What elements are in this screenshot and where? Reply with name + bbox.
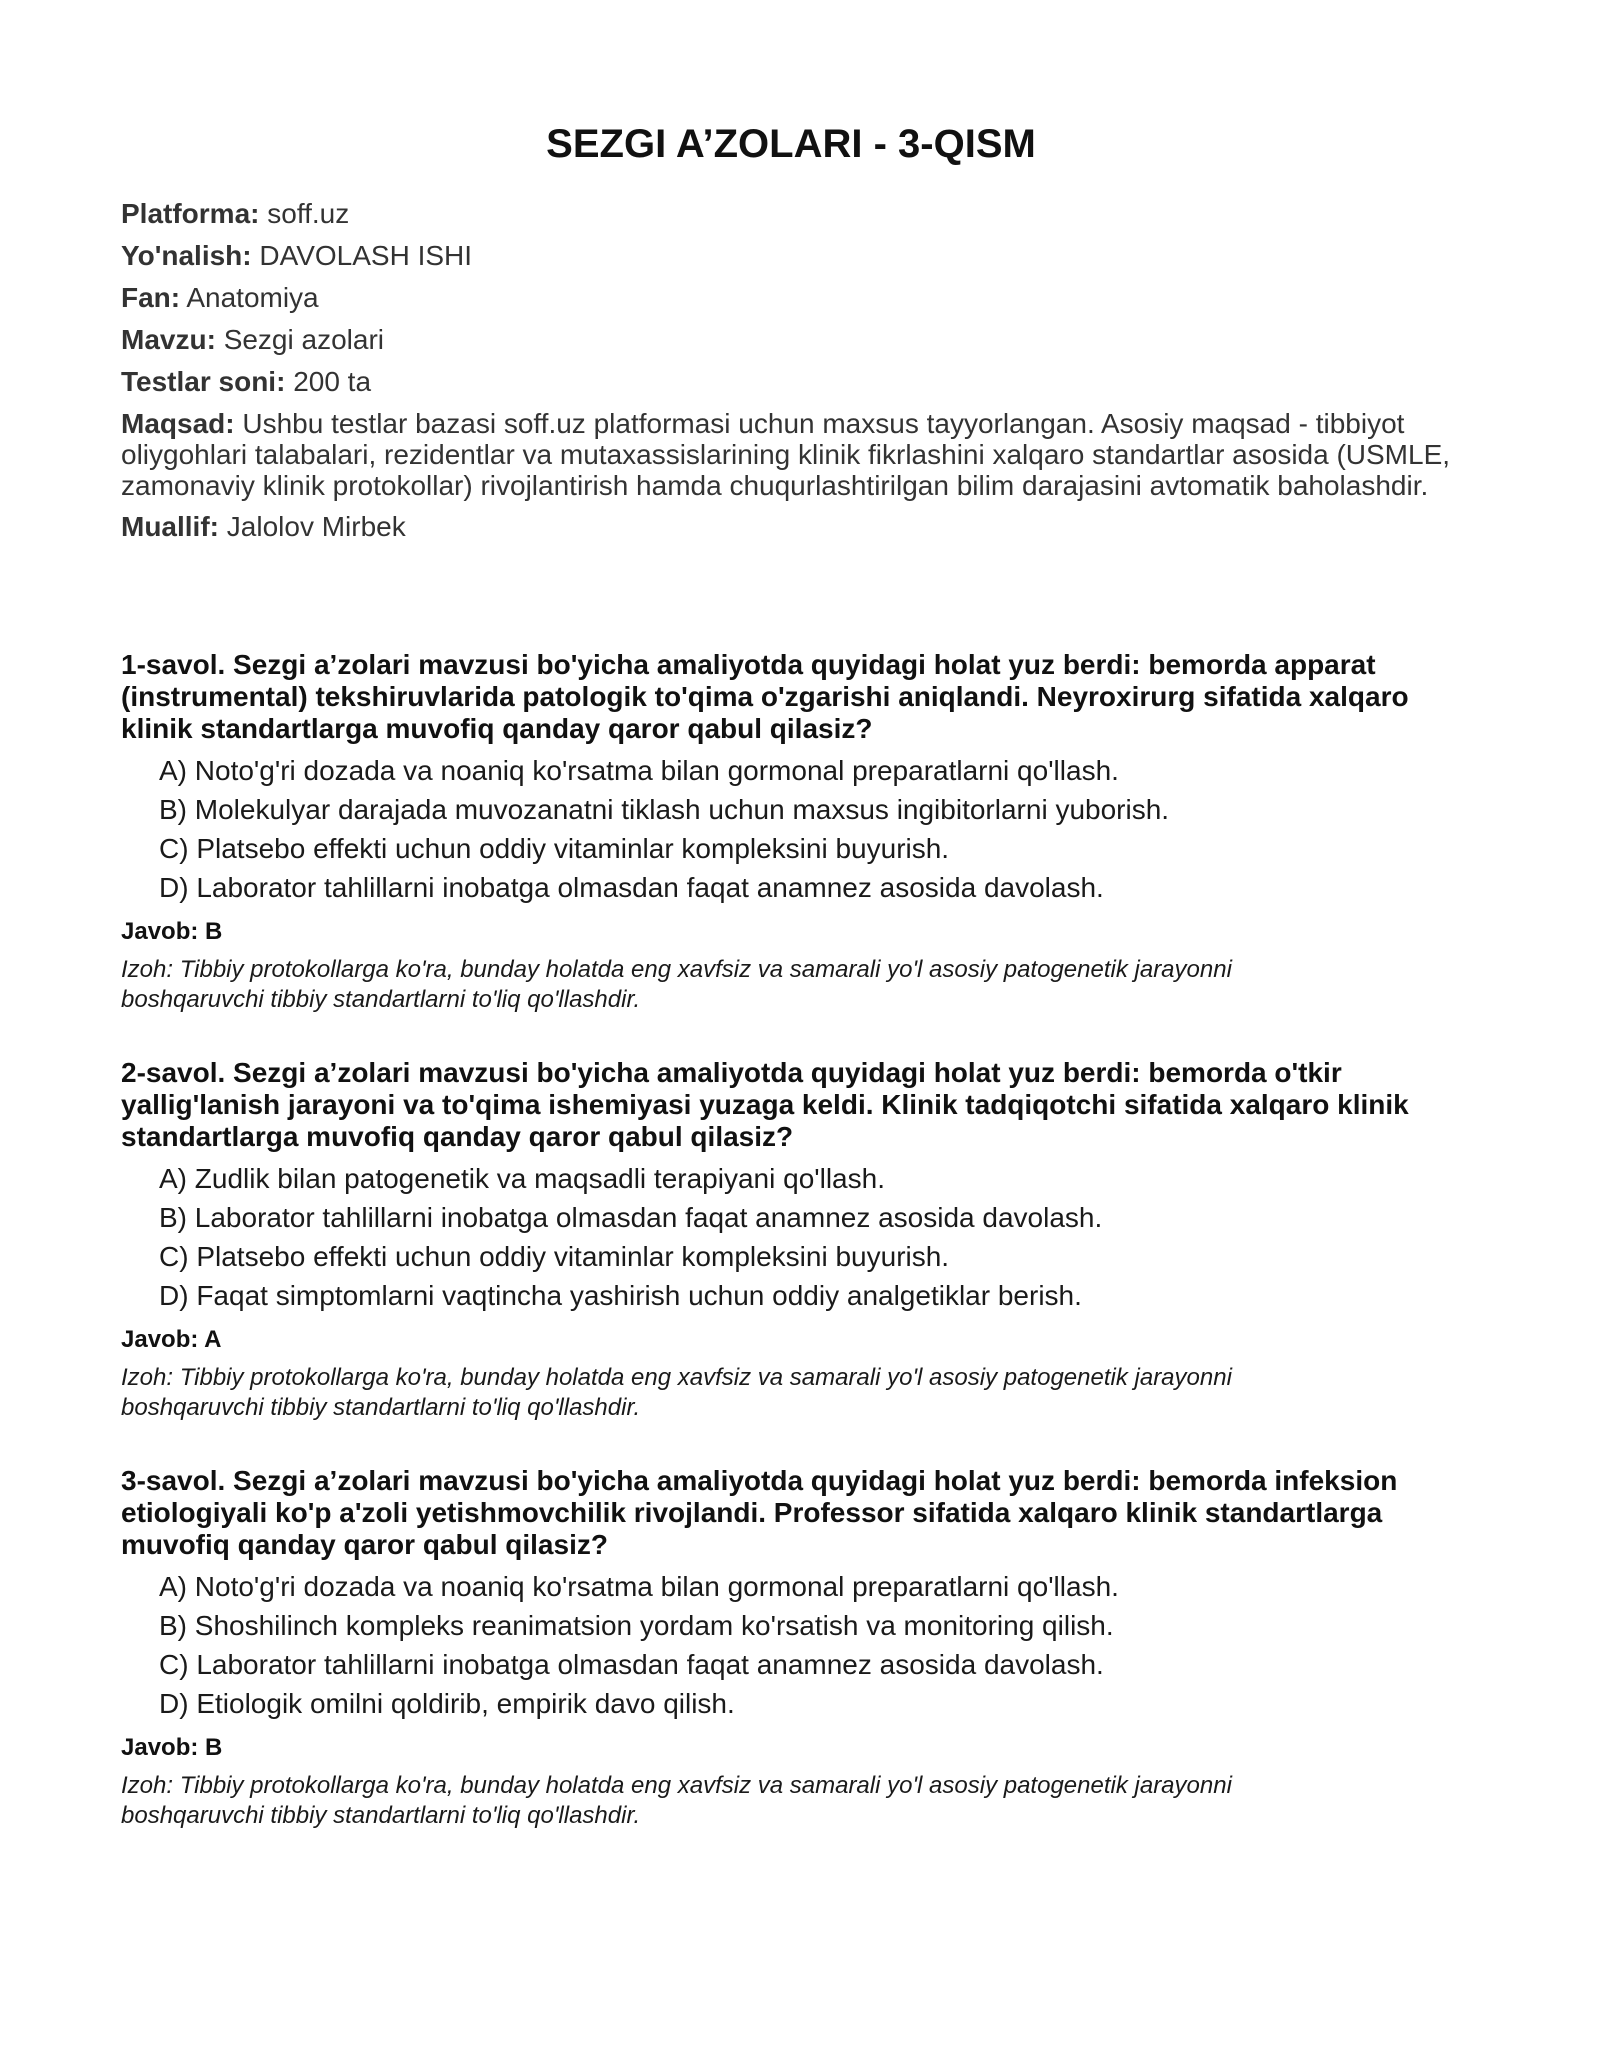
question-2 xyxy=(121,1057,1461,1423)
option-c: C) Laborator tahlillarni inobatga olmasdan faqat anamnez asosida davolash. xyxy=(159,1649,1104,1680)
meta-key: Yo'nalish: xyxy=(121,240,252,271)
meta-subject xyxy=(121,282,1461,314)
explanation-note: Izoh: Tibbiy protokollarga ko'ra, bunday holatda eng xavfsiz va samarali yo'l asosiy patogenetik jarayonni boshqaruvchi tibbiy standartlarni to'liq qo'llashdir. xyxy=(121,1772,1232,1829)
option-d: D) Laborator tahlillarni inobatga olmasdan faqat anamnez asosida davolash. xyxy=(159,872,1104,903)
meta-author xyxy=(121,511,1461,543)
option-d: D) Faqat simptomlarni vaqtincha yashirish uchun oddiy analgetiklar berish. xyxy=(159,1280,1082,1311)
meta-direction xyxy=(121,240,1461,272)
meta-purpose xyxy=(121,408,1461,501)
meta-value: DAVOLASH ISHI xyxy=(259,240,473,271)
answer-label: Javob: B xyxy=(121,1734,223,1761)
question-1 xyxy=(121,649,1461,1015)
option-b: B) Laborator tahlillarni inobatga olmasdan faqat anamnez asosida davolash. xyxy=(159,1202,1103,1233)
question-text: 3-savol. Sezgi a’zolari mavzusi bo'yicha amaliyotda quyidagi holat yuz berdi: bemorda infeksion etiologiyali ko'p a'zoli yetishmovchilik rivojlandi. Professor sifatida xalqaro klinik standartlarga muvofiq qanday qaror qabul qilasiz? xyxy=(121,1465,1398,1560)
option-c: C) Platsebo effekti uchun oddiy vitaminlar kompleksini buyurish. xyxy=(159,833,950,864)
question-text: 2-savol. Sezgi a’zolari mavzusi bo'yicha amaliyotda quyidagi holat yuz berdi: bemorda o'tkir yallig'lanish jarayoni va to'qima ishemiyasi yuzaga keldi. Klinik tadqiqotchi sifatida xalqaro klinik standartlarga muvofiq qanday qaror qabul qilasiz? xyxy=(121,1057,1409,1152)
meta-value: Jalolov Mirbek xyxy=(226,511,406,542)
answer-label: Javob: B xyxy=(121,918,223,945)
option-b: B) Shoshilinch kompleks reanimatsion yordam ko'rsatish va monitoring qilish. xyxy=(159,1610,1114,1641)
meta-key: Platforma: xyxy=(121,198,260,229)
options-list xyxy=(159,1567,1461,1723)
meta-platform xyxy=(121,198,1461,230)
option-b: B) Molekulyar darajada muvozanatni tiklash uchun maxsus ingibitorlarni yuborish. xyxy=(159,794,1170,825)
meta-value: Sezgi azolari xyxy=(223,324,384,355)
section-spacer xyxy=(121,553,1461,649)
meta-test-count xyxy=(121,366,1461,398)
answer-label: Javob: A xyxy=(121,1326,222,1353)
meta-key: Testlar soni: xyxy=(121,366,286,397)
question-3 xyxy=(121,1465,1461,1831)
meta-value: 200 ta xyxy=(293,366,372,397)
meta-key: Mavzu: xyxy=(121,324,216,355)
meta-key: Maqsad: xyxy=(121,408,235,439)
option-d: D) Etiologik omilni qoldirib, empirik davo qilish. xyxy=(159,1688,735,1719)
document-page xyxy=(121,118,1461,1873)
question-text: 1-savol. Sezgi a’zolari mavzusi bo'yicha amaliyotda quyidagi holat yuz berdi: bemorda apparat (instrumental) tekshiruvlarida patologik to'qima o'zgarishi aniqlandi. Neyroxirurg sifatida xalqaro klinik standartlarga muvofiq qanday qaror qabul qilasiz? xyxy=(121,649,1409,744)
explanation-note: Izoh: Tibbiy protokollarga ko'ra, bunday holatda eng xavfsiz va samarali yo'l asosiy patogenetik jarayonni boshqaruvchi tibbiy standartlarni to'liq qo'llashdir. xyxy=(121,1364,1232,1421)
options-list xyxy=(159,751,1461,907)
meta-key: Fan: xyxy=(121,282,181,313)
meta-topic xyxy=(121,324,1461,356)
meta-value: Ushbu testlar bazasi soff.uz platformasi uchun maxsus tayyorlangan. Asosiy maqsad - tibbiyot oliygohlari talabalari, rezidentlar va mutaxassislarining klinik fikrlashini xalqaro standartlar asosida (USMLE, zamonaviy klinik protokollar) rivojlantirish hamda chuqurlashtirilgan bilim darajasini avtomatik baholashdir. xyxy=(121,408,1451,501)
option-a: A) Zudlik bilan patogenetik va maqsadli terapiyani qo'llash. xyxy=(159,1163,885,1194)
document-title: SEZGI A’ZOLARI - 3-QISM xyxy=(546,122,1036,166)
explanation-note: Izoh: Tibbiy protokollarga ko'ra, bunday holatda eng xavfsiz va samarali yo'l asosiy patogenetik jarayonni boshqaruvchi tibbiy standartlarni to'liq qo'llashdir. xyxy=(121,956,1232,1013)
option-c: C) Platsebo effekti uchun oddiy vitaminlar kompleksini buyurish. xyxy=(159,1241,950,1272)
option-a: A) Noto'g'ri dozada va noaniq ko'rsatma bilan gormonal preparatlarni qo'llash. xyxy=(159,755,1119,786)
meta-value: Anatomiya xyxy=(186,282,319,313)
meta-value: soff.uz xyxy=(267,198,350,229)
meta-key: Muallif: xyxy=(121,511,219,542)
options-list xyxy=(159,1159,1461,1315)
metadata-block xyxy=(121,198,1461,543)
option-a: A) Noto'g'ri dozada va noaniq ko'rsatma bilan gormonal preparatlarni qo'llash. xyxy=(159,1571,1119,1602)
